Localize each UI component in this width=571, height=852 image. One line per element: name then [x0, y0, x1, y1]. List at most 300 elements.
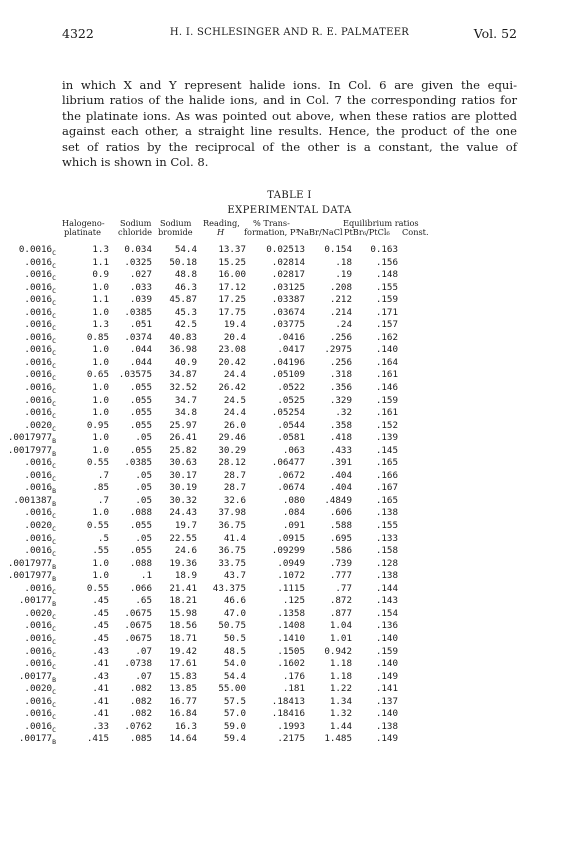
table-cell: .433 [329, 444, 352, 456]
table-cell: .161 [375, 407, 398, 419]
table-cell: .1072 [277, 570, 305, 582]
table-cell: .164 [375, 356, 398, 368]
table-cell: .09299 [271, 545, 305, 557]
table-cell: $.0016_C$ [24, 382, 56, 395]
table-cell: .606 [329, 507, 352, 519]
table-cell: 50.75 [218, 620, 246, 632]
table-cell: $.0020_C$ [24, 520, 56, 533]
table-cell: .07 [135, 670, 152, 682]
table-row [0, 495, 571, 508]
table-cell: .055 [129, 419, 152, 431]
table-cell: .5 [97, 532, 109, 544]
table-cell: 1.0 [92, 356, 109, 368]
table-cell: .02814 [271, 256, 305, 268]
table-cell: 48.8 [174, 269, 197, 281]
table-cell: .329 [329, 394, 352, 406]
table-cell: .872 [329, 595, 352, 607]
table-cell: .777 [329, 570, 352, 582]
table-cell: .404 [329, 469, 352, 481]
table-cell: .33 [92, 720, 109, 732]
table-cell: 15.25 [218, 256, 246, 268]
table-cell: .05 [135, 482, 152, 494]
table-cell: 16.84 [169, 708, 197, 720]
col-header-halogenoplatinate-sub: platinate [64, 227, 101, 237]
table-cell: 29.46 [218, 432, 246, 444]
table-row [0, 395, 571, 408]
table-cell: 26.41 [169, 432, 197, 444]
table-row [0, 733, 571, 746]
table-row [0, 382, 571, 395]
table-cell: 17.25 [218, 294, 246, 306]
table-row [0, 558, 571, 571]
table-cell: .45 [92, 595, 109, 607]
table-header [0, 219, 571, 243]
table-cell: .2975 [324, 344, 352, 356]
table-cell: 1.22 [329, 683, 352, 695]
table-cell: 30.19 [169, 482, 197, 494]
table-cell: .143 [375, 595, 398, 607]
table-cell: 19.36 [169, 557, 197, 569]
table-cell: .148 [375, 269, 398, 281]
table-cell: .0949 [277, 557, 305, 569]
table-cell: .138 [375, 720, 398, 732]
table-cell: .152 [375, 419, 398, 431]
table-cell: .171 [375, 306, 398, 318]
table-cell: 17.61 [169, 658, 197, 670]
table-cell: .415 [86, 733, 109, 745]
table-cell: $.0016_C$ [24, 394, 56, 408]
table-cell: 0.9 [92, 269, 109, 281]
table-cell: .149 [375, 733, 398, 745]
table-cell: .055 [129, 407, 152, 419]
table-cell: .05254 [271, 407, 305, 419]
table-cell: .0762 [124, 720, 152, 732]
table-row [0, 583, 571, 596]
table-cell: 1.32 [329, 708, 352, 720]
table-cell: .256 [329, 356, 352, 368]
table-cell: .162 [375, 331, 398, 343]
table-cell: .027 [129, 269, 152, 281]
table-cell: 20.4 [223, 331, 246, 343]
table-row [0, 282, 571, 295]
table-cell: 1.1 [92, 256, 109, 268]
table-cell: 1.1 [92, 294, 109, 306]
table-cell: .055 [129, 382, 152, 394]
table-cell: $.00177_B$ [18, 595, 56, 609]
table-cell: $.0016_C$ [24, 708, 56, 722]
table-cell: 32.6 [223, 494, 246, 506]
table-row [0, 257, 571, 270]
table-cell: .1408 [277, 620, 305, 632]
table-cell: 30.32 [169, 494, 197, 506]
table-cell: 1.0 [92, 281, 109, 293]
table-cell: 1.0 [92, 394, 109, 406]
table-row [0, 294, 571, 307]
table-cell: .154 [375, 607, 398, 619]
table-cell: 17.12 [218, 281, 246, 293]
table-cell: $.00177_B$ [18, 733, 56, 747]
table-cell: .03775 [271, 319, 305, 331]
table-cell: 1.01 [329, 632, 352, 644]
table-cell: .0675 [124, 607, 152, 619]
table-cell: 0.163 [370, 244, 398, 255]
table-cell: $.0016_C$ [24, 319, 56, 333]
table-cell: 28.7 [223, 482, 246, 494]
table-cell: 57.0 [223, 708, 246, 720]
table-row [0, 420, 571, 433]
table-row [0, 608, 571, 621]
table-cell: .082 [129, 695, 152, 707]
col-header-ptbr-ptcl: PtBr₆/PtCl₆ [344, 227, 390, 237]
page-number: 4322 [62, 26, 94, 41]
table-cell: $.001387_B$ [13, 494, 56, 508]
table-cell: .055 [129, 545, 152, 557]
table-cell: 36.98 [169, 344, 197, 356]
table-cell: 13.37 [218, 244, 246, 255]
table-row [0, 533, 571, 546]
table-cell: .0416 [277, 331, 305, 343]
table-cell: 34.87 [169, 369, 197, 381]
table-cell: .0544 [277, 419, 305, 431]
table-cell: 18.71 [169, 632, 197, 644]
table-cell: 0.55 [86, 582, 109, 594]
table-cell: $.0016_B$ [24, 482, 56, 496]
table-cell: .85 [92, 482, 109, 494]
table-cell: 21.41 [169, 582, 197, 594]
table-cell: 0.942 [324, 645, 352, 657]
table-cell: 1.0 [92, 344, 109, 356]
paragraph-line: in which X and Y represent halide ions. In Col. 6 are given the equi- [62, 78, 517, 92]
table-cell: 20.42 [218, 356, 246, 368]
table-cell: .044 [129, 356, 152, 368]
table-cell: .181 [282, 683, 305, 695]
table-cell: $.0016_C$ [24, 582, 56, 596]
table-cell: .77 [335, 582, 352, 594]
table-cell: .055 [129, 394, 152, 406]
table-cell: 16.77 [169, 695, 197, 707]
table-cell: 48.5 [223, 645, 246, 657]
table-cell: $.00177_B$ [18, 670, 56, 684]
table-row [0, 407, 571, 420]
table-cell: $.0016_C$ [24, 658, 56, 671]
table-cell: .05109 [271, 369, 305, 381]
table-cell: 47.0 [223, 607, 246, 619]
table-cell: .256 [329, 331, 352, 343]
table-cell: .085 [129, 733, 152, 745]
table-cell: $.0016_C$ [24, 632, 56, 646]
table-cell: $.0016_C$ [24, 457, 56, 471]
table-cell: 25.97 [169, 419, 197, 431]
table-cell: .155 [375, 520, 398, 532]
col-header-equilibrium-ratios: Equilibrium ratios [343, 218, 419, 228]
table-cell: 36.75 [218, 520, 246, 532]
table-cell: .066 [129, 582, 152, 594]
paragraph-line: set of ratios by the reciprocal of the other is a constant, the value of [62, 139, 517, 154]
table-cell: $.0016_C$ [24, 331, 56, 345]
table-cell: 1.485 [324, 733, 352, 745]
table-cell: .32 [335, 407, 352, 419]
volume-label: Vol. 52 [473, 26, 517, 41]
table-cell: $.0016_C$ [24, 532, 56, 546]
table-cell: .43 [92, 645, 109, 657]
table-cell: 1.0 [92, 407, 109, 419]
table-row [0, 369, 571, 382]
table-cell: .7 [97, 494, 109, 506]
table-cell: .082 [129, 683, 152, 695]
table-cell: .43 [92, 670, 109, 682]
table-cell: .051 [129, 319, 152, 331]
table-cell: 45.3 [174, 306, 197, 318]
table-cell: 40.83 [169, 331, 197, 343]
table-cell: .0374 [124, 331, 152, 343]
table-title: TABLE I [267, 190, 312, 201]
table-row [0, 332, 571, 345]
table-cell: 1.0 [92, 306, 109, 318]
table-cell: .138 [375, 507, 398, 519]
col-header-sodium-chloride: Sodium [120, 218, 152, 228]
table-cell: .0385 [124, 457, 152, 469]
table-cell: .7 [97, 469, 109, 481]
table-cell: .0675 [124, 632, 152, 644]
table-cell: .03674 [271, 306, 305, 318]
table-cell: 1.18 [329, 658, 352, 670]
table-cell: .167 [375, 482, 398, 494]
table-cell: 18.9 [174, 570, 197, 582]
table-cell: .133 [375, 532, 398, 544]
table-row [0, 445, 571, 458]
table-cell: 30.17 [169, 469, 197, 481]
table-cell: 18.56 [169, 620, 197, 632]
table-cell: $.0017977_B$ [7, 570, 56, 584]
table-row [0, 646, 571, 659]
table-cell: .0738 [124, 658, 152, 670]
table-row [0, 357, 571, 370]
table-cell: $.0017977_B$ [7, 557, 56, 571]
table-cell: 54.0 [223, 658, 246, 670]
table-cell: 1.0 [92, 382, 109, 394]
table-cell: 59.4 [223, 733, 246, 745]
table-row [0, 482, 571, 495]
table-row [0, 595, 571, 608]
table-row [0, 307, 571, 320]
table-cell: .159 [375, 394, 398, 406]
table-cell: .07 [135, 645, 152, 657]
table-cell: 46.6 [223, 595, 246, 607]
table-cell: 1.0 [92, 570, 109, 582]
table-cell: .080 [282, 494, 305, 506]
table-cell: $.0016_C$ [24, 720, 56, 734]
table-cell: 15.83 [169, 670, 197, 682]
table-row [0, 570, 571, 583]
table-cell: .208 [329, 281, 352, 293]
col-header-reading-sub: H [217, 227, 225, 237]
table-cell: .2175 [277, 733, 305, 745]
table-cell: 1.0 [92, 432, 109, 444]
table-cell: $.0016_C$ [24, 294, 56, 308]
table-cell: .033 [129, 281, 152, 293]
table-cell: 1.0 [92, 444, 109, 456]
table-cell: .165 [375, 494, 398, 506]
col-header-sodium-bromide: Sodium [160, 218, 192, 228]
table-cell: 30.63 [169, 457, 197, 469]
col-header-nabr-nacl: NaBr/NaCl [297, 227, 343, 237]
table-cell: .156 [375, 256, 398, 268]
table-row [0, 344, 571, 357]
table-cell: .739 [329, 557, 352, 569]
table-cell: 24.5 [223, 394, 246, 406]
table-cell: .1 [140, 570, 152, 582]
table-row [0, 708, 571, 721]
table-cell: 28.7 [223, 469, 246, 481]
table-cell: .063 [282, 444, 305, 456]
table-cell: 46.3 [174, 281, 197, 293]
table-row [0, 658, 571, 671]
table-cell: .588 [329, 520, 352, 532]
table-cell: .137 [375, 695, 398, 707]
table-cell: .18413 [271, 695, 305, 707]
table-cell: .088 [129, 507, 152, 519]
table-cell: 14.64 [169, 733, 197, 745]
table-cell: .02817 [271, 269, 305, 281]
table-cell: 34.8 [174, 407, 197, 419]
table-cell: .391 [329, 457, 352, 469]
table-cell: 55.00 [218, 683, 246, 695]
table-cell: 19.7 [174, 520, 197, 532]
table-cell: $.0017977_B$ [7, 432, 56, 446]
table-cell: $.0016_C$ [24, 407, 56, 420]
table-cell: 1.0 [92, 557, 109, 569]
table-cell: .03125 [271, 281, 305, 293]
table-cell: $.0016_C$ [24, 344, 56, 358]
table-cell: .05 [135, 494, 152, 506]
table-cell: 26.0 [223, 419, 246, 431]
table-cell: 24.43 [169, 507, 197, 519]
table-cell: 0.02513 [266, 244, 305, 255]
table-cell: .45 [92, 632, 109, 644]
table-cell: .356 [329, 382, 352, 394]
table-cell: 1.3 [92, 244, 109, 255]
paragraph-line: which is shown in Col. 8. [62, 155, 209, 170]
table-cell: .0581 [277, 432, 305, 444]
table-cell: .212 [329, 294, 352, 306]
table-cell: 54.4 [223, 670, 246, 682]
table-cell: .140 [375, 632, 398, 644]
paragraph-line: the platinate ions. As was pointed out above, when these ratios are plotted [62, 108, 517, 123]
table-cell: 0.034 [124, 244, 152, 255]
table-cell: 45.87 [169, 294, 197, 306]
col-header-transformation-sub: formation, P³ [244, 227, 299, 237]
table-cell: .18416 [271, 708, 305, 720]
table-cell: 25.82 [169, 444, 197, 456]
table-cell: .18 [335, 256, 352, 268]
table-cell: .04196 [271, 356, 305, 368]
table-cell: 24.6 [174, 545, 197, 557]
table-cell: .05 [135, 469, 152, 481]
table-cell: .091 [282, 520, 305, 532]
table-cell: 22.55 [169, 532, 197, 544]
table-cell: .586 [329, 545, 352, 557]
table-row [0, 620, 571, 633]
table-cell: .136 [375, 620, 398, 632]
table-cell: .06477 [271, 457, 305, 469]
table-cell: .159 [375, 645, 398, 657]
table-cell: $.0020_C$ [24, 683, 56, 696]
table-cell: .140 [375, 344, 398, 356]
table-cell: 26.42 [218, 382, 246, 394]
table-cell: .0915 [277, 532, 305, 544]
paragraph-line: librium ratios of the halide ions, and in Col. 7 the corresponding ratios for [62, 93, 517, 108]
table-cell: 18.21 [169, 595, 197, 607]
table-cell: $.0016_C$ [24, 269, 56, 282]
table-cell: $.0016_C$ [24, 645, 56, 659]
table-cell: $.0016_C$ [24, 469, 56, 483]
table-cell: $.0016_C$ [24, 695, 56, 709]
table-cell: .1410 [277, 632, 305, 644]
table-cell: 33.75 [218, 557, 246, 569]
table-cell: $.0016_C$ [24, 620, 56, 634]
table-row [0, 696, 571, 709]
table-cell: .318 [329, 369, 352, 381]
table-cell: 1.0 [92, 507, 109, 519]
table-cell: .0385 [124, 306, 152, 318]
table-cell: .41 [92, 708, 109, 720]
table-cell: $.0016_C$ [24, 356, 56, 370]
table-cell: .877 [329, 607, 352, 619]
table-cell: 19.4 [223, 319, 246, 331]
table-cell: 50.5 [223, 632, 246, 644]
table-cell: 17.75 [218, 306, 246, 318]
table-row [0, 470, 571, 483]
table-row [0, 721, 571, 734]
table-cell: .45 [92, 607, 109, 619]
table-cell: .65 [135, 595, 152, 607]
table-cell: 1.18 [329, 670, 352, 682]
table-cell: $.0016_C$ [24, 507, 56, 521]
table-body [0, 244, 571, 746]
table-cell: 28.12 [218, 457, 246, 469]
table-cell: 19.42 [169, 645, 197, 657]
table-cell: $.0016_C$ [24, 545, 56, 558]
table-cell: .166 [375, 469, 398, 481]
table-cell: .0672 [277, 469, 305, 481]
table-cell: .0417 [277, 344, 305, 356]
table-cell: .41 [92, 683, 109, 695]
table-cell: .358 [329, 419, 352, 431]
table-cell: .19 [335, 269, 352, 281]
table-cell: $.0016_C$ [24, 306, 56, 320]
table-row [0, 319, 571, 332]
table-cell: .128 [375, 557, 398, 569]
table-row [0, 244, 571, 257]
table-cell: .1993 [277, 720, 305, 732]
table-cell: 1.3 [92, 319, 109, 331]
col-header-reading: Reading, [203, 218, 240, 228]
table-cell: 13.85 [169, 683, 197, 695]
table-cell: 50.18 [169, 256, 197, 268]
table-row [0, 545, 571, 558]
table-cell: $.0020_C$ [24, 607, 56, 621]
table-cell: .039 [129, 294, 152, 306]
table-subtitle: EXPERIMENTAL DATA [227, 205, 352, 216]
table-cell: 0.55 [86, 457, 109, 469]
table-cell: $.0016_C$ [24, 256, 56, 270]
table-cell: .1115 [277, 582, 305, 594]
table-cell: .138 [375, 570, 398, 582]
table-cell: 1.44 [329, 720, 352, 732]
table-cell: 0.85 [86, 331, 109, 343]
table-cell: .159 [375, 294, 398, 306]
col-header-sodium-bromide-sub: bromide [158, 227, 193, 237]
